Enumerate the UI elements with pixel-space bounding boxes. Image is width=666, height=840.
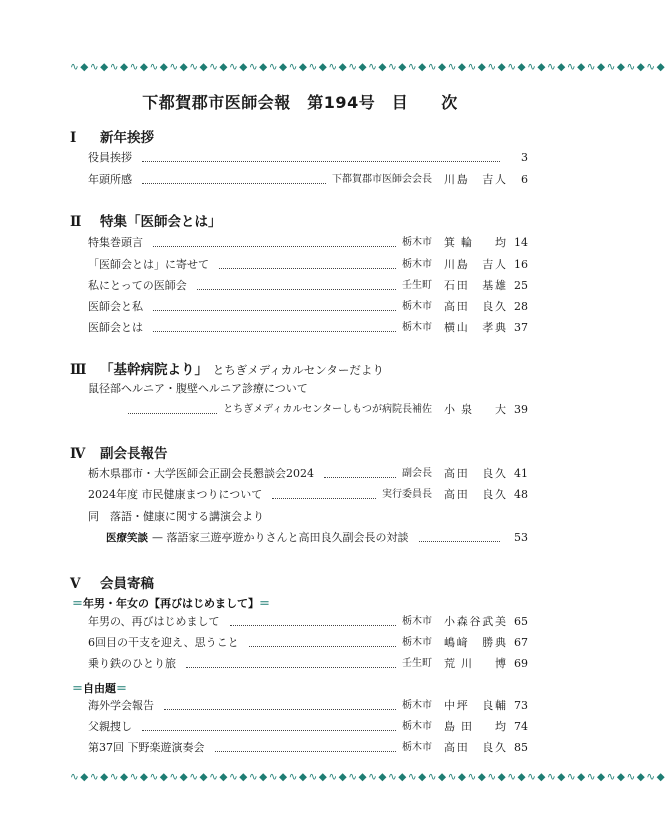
toc-author: 高田 良久	[444, 488, 506, 501]
section-title: 特集「医師会とは」	[100, 214, 222, 230]
dot-leader	[142, 183, 326, 184]
toc-page: 6	[521, 173, 528, 186]
toc-page: 28	[514, 300, 528, 313]
toc-author: 箕輪 均	[444, 236, 506, 249]
toc-page: 14	[514, 236, 528, 249]
toc-row[interactable]	[88, 719, 528, 735]
category-title: 年男・年女の【再びはじめまして】	[83, 597, 259, 610]
dot-leader	[324, 477, 396, 478]
section-1-heading	[70, 126, 154, 146]
dot-leader	[186, 667, 396, 668]
toc-page: 85	[514, 741, 528, 754]
toc-row[interactable]	[106, 530, 528, 546]
section-number: Ⅰ	[70, 130, 77, 146]
bottom-ornament-border: ∿◆∿◆∿◆∿◆∿◆∿◆∿◆∿◆∿◆∿◆∿◆∿◆∿◆∿◆∿◆∿◆∿◆∿◆∿◆∿◆∿◆∿◆∿◆∿◆∿◆∿◆∿◆∿◆∿◆∿◆	[70, 771, 666, 783]
toc-title: 医師会と私	[88, 300, 143, 313]
toc-title: 年男の、再びはじめまして	[88, 615, 220, 628]
toc-page: 25	[514, 279, 528, 292]
toc-page: 74	[514, 720, 528, 733]
toc-author: 川島 吉人	[444, 173, 506, 186]
dot-leader	[219, 268, 396, 269]
section-number: Ⅳ	[70, 446, 86, 462]
toc-affiliation: とちぎメディカルセンターしもつが病院長補佐	[223, 404, 432, 415]
dot-leader	[419, 541, 501, 542]
toc-page: 3	[521, 151, 528, 164]
category-heading	[72, 680, 127, 696]
section-2-heading	[70, 210, 222, 230]
dot-leader	[249, 646, 396, 647]
section-title: 新年挨拶	[100, 130, 154, 146]
toc-title: 「医師会とは」に寄せて	[88, 258, 209, 271]
dot-leader	[142, 161, 500, 162]
toc-affiliation: 栃木市	[402, 237, 432, 248]
toc-page: 53	[514, 531, 528, 544]
toc-row[interactable]	[88, 466, 528, 482]
toc-author: 荒川 博	[444, 657, 506, 670]
equals-mark: ＝	[72, 597, 83, 610]
section-3-heading	[70, 358, 384, 378]
toc-affiliation: 栃木市	[402, 616, 432, 627]
toc-row[interactable]	[88, 698, 528, 714]
toc-affiliation: 栃木市	[402, 322, 432, 333]
dot-leader	[164, 709, 396, 710]
toc-affiliation: 壬生町	[402, 658, 432, 669]
toc-title[interactable]: 同 落語・健康に関する講演会より	[88, 510, 264, 523]
toc-author: 川島 吉人	[444, 258, 506, 271]
toc-page: 73	[514, 699, 528, 712]
toc-author: 高田 良久	[444, 741, 506, 754]
toc-title: 医師会とは	[88, 321, 143, 334]
toc-affiliation: 栃木市	[402, 301, 432, 312]
toc-row[interactable]	[88, 150, 528, 166]
toc-title: 乗り鉄のひとり旅	[88, 657, 176, 670]
toc-affiliation: 栃木市	[402, 259, 432, 270]
badge-label: 医療笑談	[106, 532, 148, 544]
toc-title: 私にとっての医師会	[88, 279, 187, 292]
category-heading	[72, 595, 270, 611]
top-ornament-border: ∿◆∿◆∿◆∿◆∿◆∿◆∿◆∿◆∿◆∿◆∿◆∿◆∿◆∿◆∿◆∿◆∿◆∿◆∿◆∿◆∿◆∿◆∿◆∿◆∿◆∿◆∿◆∿◆∿◆∿◆	[70, 61, 666, 73]
toc-row[interactable]	[88, 635, 528, 651]
toc-title: 海外学会報告	[88, 699, 154, 712]
toc-row[interactable]	[88, 278, 528, 294]
section-5-heading	[70, 572, 154, 592]
toc-affiliation: 実行委員長	[382, 489, 432, 500]
toc-page: 16	[514, 258, 528, 271]
toc-affiliation: 壬生町	[402, 280, 432, 291]
toc-title: 年頭所感	[88, 173, 132, 186]
dot-leader	[128, 413, 217, 414]
section-4-heading	[70, 442, 168, 462]
toc-author: 高田 良久	[444, 467, 506, 480]
page-title: 下都賀郡市医師会報 第194号 目 次	[142, 93, 458, 112]
toc-page: 37	[514, 321, 528, 334]
toc-page: 39	[514, 403, 528, 416]
toc-affiliation: 栃木市	[402, 742, 432, 753]
section-title: 副会長報告	[100, 446, 168, 462]
toc-affiliation: 栃木市	[402, 700, 432, 711]
dot-leader	[153, 246, 396, 247]
equals-mark: ＝	[116, 682, 127, 695]
toc-title: 6回目の干支を迎え、思うこと	[88, 636, 239, 649]
toc-page: 69	[514, 657, 528, 670]
toc-title: 役員挨拶	[88, 151, 132, 164]
dot-leader	[215, 751, 397, 752]
toc-row[interactable]	[88, 257, 528, 273]
toc-row[interactable]	[88, 299, 528, 315]
toc-row[interactable]	[88, 740, 528, 756]
toc-title[interactable]: 鼠径部ヘルニア・腹壁ヘルニア診療について	[88, 382, 308, 395]
toc-row[interactable]	[88, 614, 528, 630]
section-number: Ⅴ	[70, 576, 81, 592]
toc-page: 67	[514, 636, 528, 649]
toc-affiliation: 下都賀郡市医師会会長	[332, 174, 432, 185]
dot-leader	[197, 289, 396, 290]
dot-leader	[153, 331, 396, 332]
toc-author: 石田 基雄	[444, 279, 506, 292]
toc-row[interactable]	[128, 402, 528, 418]
equals-mark: ＝	[259, 597, 270, 610]
equals-mark: ＝	[72, 682, 83, 695]
dot-leader	[142, 730, 396, 731]
toc-author: 小森谷武美	[444, 615, 506, 628]
section-title: 会員寄稿	[100, 576, 154, 592]
toc-title: — 落語家三遊亭遊かりさんと高田良久副会長の対談	[152, 531, 409, 544]
section-title: 「基幹病院より」	[100, 362, 208, 378]
toc-row[interactable]	[88, 656, 528, 672]
section-number: Ⅱ	[70, 214, 82, 230]
toc-affiliation: 栃木市	[402, 637, 432, 648]
toc-author: 高田 良久	[444, 300, 506, 313]
toc-author: 嶋﨑 勝典	[444, 636, 506, 649]
dot-leader	[230, 625, 396, 626]
toc-row[interactable]	[88, 172, 528, 188]
toc-page: 65	[514, 615, 528, 628]
toc-row[interactable]	[88, 487, 528, 503]
toc-page: 41	[514, 467, 528, 480]
toc-title: 第37回 下野楽遊演奏会	[88, 741, 205, 754]
toc-row[interactable]	[88, 235, 528, 251]
toc-title: 2024年度 市民健康まつりについて	[88, 488, 263, 501]
toc-affiliation: 栃木市	[402, 721, 432, 732]
section-number: Ⅲ	[70, 362, 87, 378]
section-subtitle: とちぎメディカルセンターだより	[212, 363, 384, 377]
toc-affiliation: 副会長	[402, 468, 432, 479]
toc-author: 横山 孝典	[444, 321, 506, 334]
toc-page: 48	[514, 488, 528, 501]
toc-author: 中坪 良輔	[444, 699, 506, 712]
toc-author: 島田 均	[444, 720, 506, 733]
category-title: 自由題	[83, 682, 116, 695]
dot-leader	[272, 498, 376, 499]
toc-title: 特集巻頭言	[88, 236, 143, 249]
dot-leader	[153, 310, 396, 311]
toc-author: 小泉 大	[444, 403, 506, 416]
toc-row[interactable]	[88, 320, 528, 336]
toc-title: 父親捜し	[88, 720, 132, 733]
toc-title: 栃木県郡市・大学医師会正副会長懇談会2024	[88, 467, 314, 480]
